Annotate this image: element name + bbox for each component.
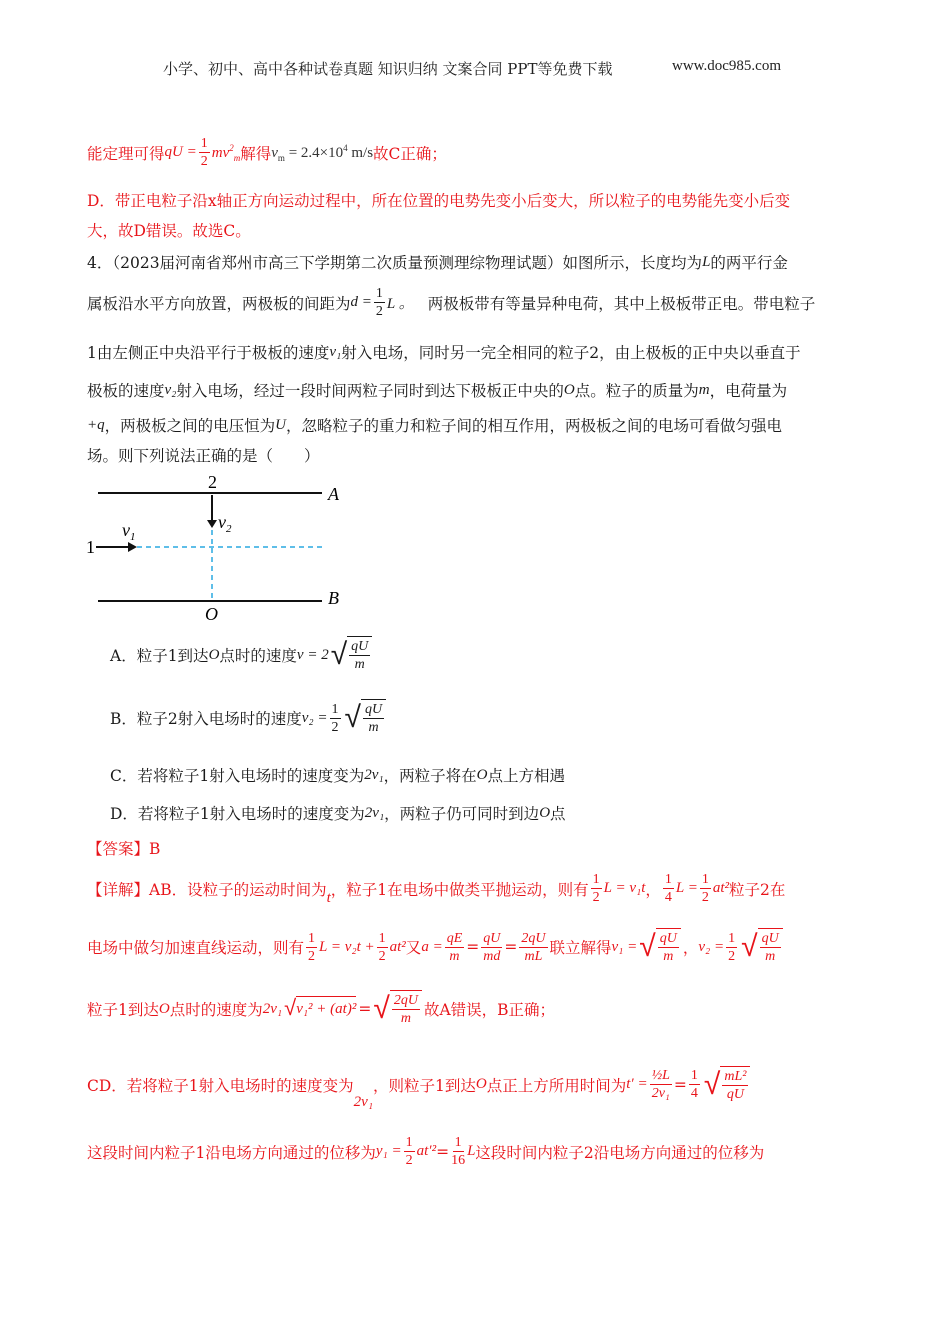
label-2: 2	[208, 472, 217, 492]
header-text: 小学、初中、高中各种试卷真题 知识归纳 文案合同 PPT等免费下载	[163, 60, 613, 78]
question-line-3: 1由左侧正中央沿平行于极板的速度 v₁ 射入电场，同时另一完全相同的粒子2，由上极板的正中央以垂直于	[87, 343, 801, 362]
v1-arrowhead	[128, 542, 137, 552]
formula: qU =	[164, 144, 197, 160]
label-A: A	[328, 484, 339, 504]
detail-line-2: 电场中做匀加速直线运动，则有 $\frac{1}{2}$ L = v₂t + $\frac{1}{2}$ at² 又 a = $\frac{qE}{m}$ = $\frac{qU}{md}$ = $\frac{2qU}{mL}$ 联立解得 v₁ = √ $\frac{qU}{m}$ ， v₂ = $\frac{1}{2}$ √ $\frac{qU}{m}$	[87, 928, 785, 966]
label-B: B	[328, 588, 339, 608]
header-url[interactable]: www.doc985.com	[672, 58, 782, 74]
question-line-4: 极板的速度 v₂ 射入电场，经过一段时间两粒子同时到达下极板正中央的 O 点。粒子的质量为 m ，电荷量为	[87, 381, 788, 400]
text: 故C正确；	[373, 144, 447, 163]
option-a[interactable]: A．粒子1到达 O 点时的速度 v = 2 √ $\frac{qU}{m}$	[110, 636, 374, 674]
detail-line-3: 粒子1到达 O 点时的速度为 2v₁ √ v₁² + (at)² = √ $\frac{2qU}{m}$ 故A错误，B正确；	[87, 991, 556, 1026]
solution-line-2: D．带正电粒子沿x轴正方向运动过程中，所在位置的电势先变小后变大，所以粒子的电势能先变小后变	[87, 192, 791, 210]
solution-line-1	[87, 135, 447, 170]
label-v2: $v_2$	[218, 512, 232, 535]
v2-arrowhead	[207, 520, 217, 528]
answer: 【答案】B	[87, 840, 161, 858]
label-1: 1	[86, 537, 95, 557]
text: 能定理可得	[87, 144, 165, 163]
solution-line-3: 大，故D错误。故选C。	[87, 222, 251, 240]
question-line-2: 属板沿水平方向放置，两极板的间距为 d = $\frac{1}{2}$ L 。 两极板带有等量异种电荷，其中上极板带正电。带电粒子	[87, 286, 816, 319]
detail-line-5: 这段时间内粒子1沿电场方向通过的位移为 y₁ = $\frac{1}{2}$ at′² = $\frac{1}{16}$ L 这段时间内粒子2沿电场方向通过的位移为	[87, 1135, 765, 1168]
sqrt: √ $\frac{qU}{m}$	[331, 636, 373, 674]
formula: $mv^2_m$	[211, 142, 241, 163]
fraction: $\frac{1}{2}$	[375, 286, 383, 319]
label-O: O	[205, 604, 218, 624]
capacitor-diagram	[80, 470, 360, 630]
question-line-6: 场。则下列说法正确的是（ ）	[87, 447, 320, 465]
sqrt: √ $\frac{qU}{m}$	[345, 699, 387, 737]
option-b[interactable]: B．粒子2射入电场时的速度 v₂ = $\frac{1}{2}$ √ $\frac{qU}{m}$	[110, 699, 388, 737]
question-line-5: +q ，两极板之间的电压恒为 U ，忽略粒子的重力和粒子间的相互作用，两极板之间的电场可看做匀强电	[87, 416, 782, 435]
detail-line-1: 【详解】AB．设粒子的运动时间为 t ，粒子1在电场中做类平抛运动，则有 $\frac{1}{2}$ L = v₁t ， $\frac{1}{4}$ L = $\frac{1}{2}$ at² 粒子2在	[87, 872, 786, 906]
question-line-1: 4．（2023届河南省郑州市高三下学期第二次质量预测理综物理试题）如图所示，长度均为 L 的两平行金	[87, 253, 788, 272]
text: 解得	[240, 144, 272, 163]
detail-line-4: CD．若将粒子1射入电场时的速度变为 2v₁ ，则粒子1到达 O 点正上方所用时间为 t′ = $\frac{\text{½L}}{\text{2v₁}}$ = $\frac{1}{4}$ √ $\frac{\text{mL²}}{qU}$	[87, 1058, 752, 1111]
formula: $v_m = 2.4\times 10^4$ m/s	[271, 142, 374, 163]
fraction: $\frac{1}{2}$	[200, 136, 208, 169]
label-v1: $v_1$	[122, 520, 136, 543]
option-c[interactable]: C．若将粒子1射入电场时的速度变为 2v₁ ，两粒子将在 O 点上方相遇	[110, 766, 565, 785]
option-d[interactable]: D．若将粒子1射入电场时的速度变为 2v₁ ，两粒子仍可同时到边 O 点	[110, 804, 566, 823]
